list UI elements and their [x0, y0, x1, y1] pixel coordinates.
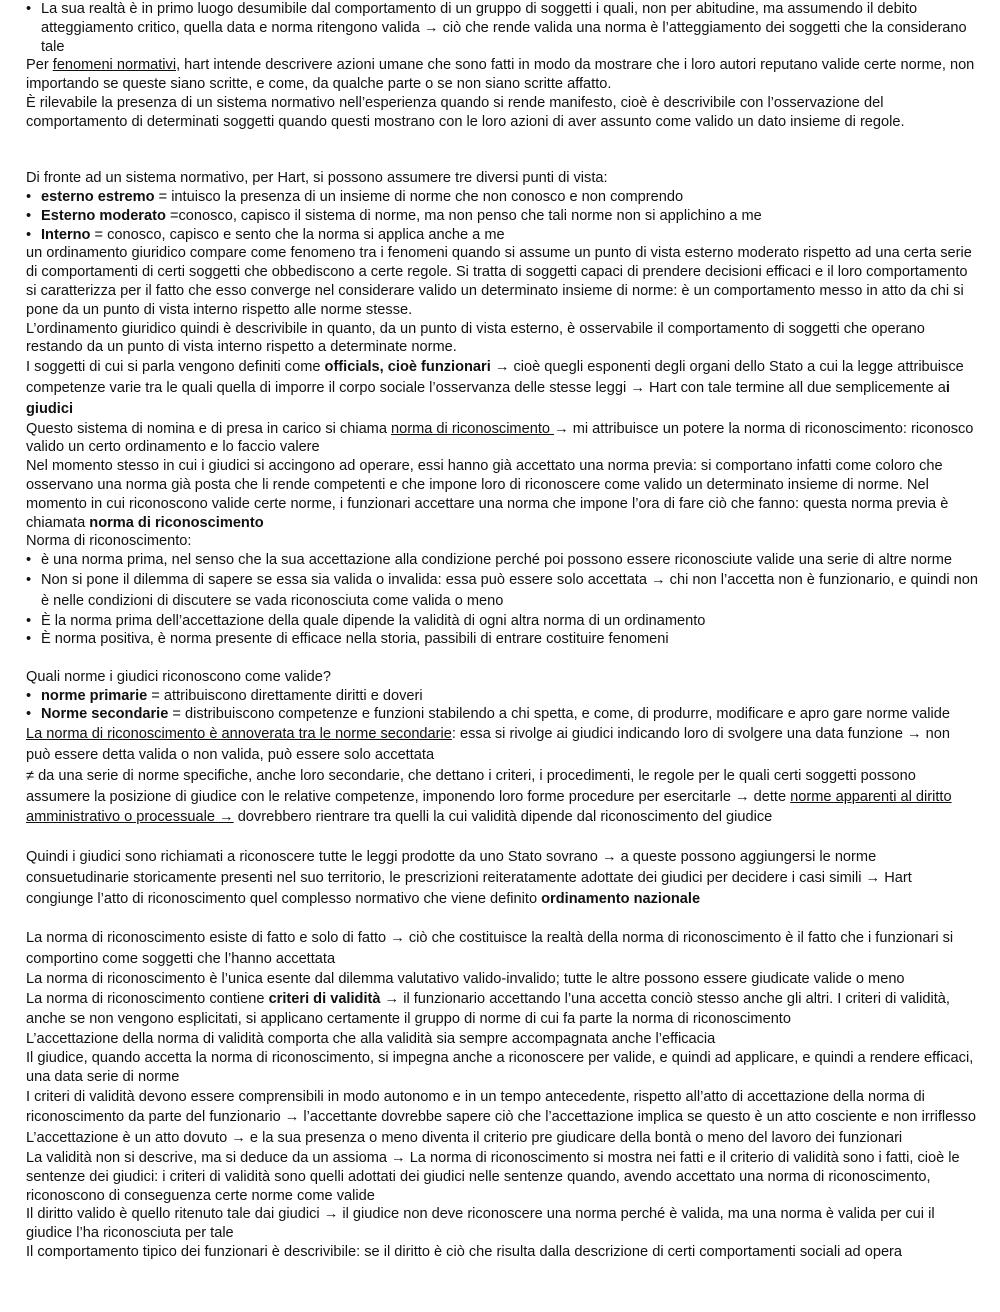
list-item: • È norma positiva, è norma presente di efficace nella storia, passibili di entrare costituire fenomeni: [26, 630, 978, 649]
list-item: • Non si pone il dilemma di sapere se essa sia valida o invalida: essa può essere solo accettata → chi non l’accetta non è funzionario, e quindi non è nelle condizioni di discutere se vada riconosciuta come valida o meno: [26, 570, 978, 612]
list-item: • Norme secondarie = distribuiscono competenze e funzioni stabilendo a chi spetta, e come, di produrre, modificare e apro gare norme valide: [26, 705, 978, 724]
paragraph-validita-assioma: La validità non si descrive, ma si deduce da un assioma → La norma di riconoscimento si mostra nei fatti e il criterio di validità sono i fatti, cioè le sentenze dei giudici: i criteri di validità sono quelli adottati dei giudici nelle sentenze quando, avendo accettato una norma di riconoscimento, riconoscono di conseguenza certe norme come valide: [26, 1150, 960, 1204]
paragraph-ordinamento: un ordinamento giuridico compare come fenomeno tra i fenomeni quando si assume un punto di vista esterno moderato rispetto ad una certa serie di comportamenti di certi soggetti che obbediscono a certe regole. Si tratta di soggetti capaci di prendere decisioni efficaci e il loro comportamento si caratterizza per il fatto che esso converge nel considerare valido un determinato insieme di norme: è un comportamento messo in atto da chi si pone da un punto di vista interno rispetto alle norme stesse.: [26, 245, 972, 318]
list-item: • esterno estremo = intuisco la presenza di un insieme di norme che non conosco e non comprendo: [26, 188, 978, 207]
list-item: • È la norma prima dell’accettazione della quale dipende la validità di ogni altra norma di un ordinamento: [26, 612, 978, 631]
underlined-term: La norma di riconoscimento è annoverata tra le norme secondarie: [26, 726, 452, 743]
bullet-list-norme: [26, 687, 978, 725]
paragraph-criteri-autonomi: I criteri di validità devono essere comprensibili in modo autonomo e in un tempo antecedente, rispetto all’atto di accettazione della norma di riconoscimento da parte del funzionario → l’accettante dovrebbe sapere ciò che l’accettazione implica se questo è un atto cosciente e non irriflesso: [26, 1088, 976, 1126]
paragraph-atto-dovuto: L’accettazione è un atto dovuto → e la sua presenza o meno diventa il criterio pre giudicare della bontà o meno del lavoro dei funzionari: [26, 1130, 903, 1147]
paragraph-quali-norme: Quali norme i giudici riconoscono come valide?: [26, 668, 332, 685]
paragraph-rilevabile: È rilevabile la presenza di un sistema normativo nell’esperienza quando si rende manifesto, cioè è descrivibile con l’osservazione del comportamento di determinati soggetti quando questi mostrano con le loro azioni di aver assunto come valido un dato insieme di regole.: [26, 94, 905, 130]
paragraph-norma-heading: Norma di riconoscimento:: [26, 533, 192, 550]
paragraph-annoverata: La norma di riconoscimento è annoverata tra le norme secondarie: essa si rivolge ai giudici indicando loro di svolgere una data funzione → non può essere detta valida o non valida, può essere solo accettata: [26, 726, 951, 764]
paragraph-diritto-valido: Il diritto valido è quello ritenuto tale dai giudici → il giudice non deve riconoscere una norma perché è valida, ma una norma è valida per cui il giudice l’ha riconosciuta per tale: [26, 1206, 935, 1242]
paragraph-criteri-validita: La norma di riconoscimento contiene criteri di validità → il funzionario accettando l’una accetta conciò stesso anche gli altri. I criteri di validità, anche se non vengono esplicitati, si applicano certamente il gruppo di norme di cui fa parte la norma di riconoscimento: [26, 990, 950, 1028]
paragraph-efficacia: L’accettazione della norma di validità comporta che alla validità sia sempre accompagnata anche l’efficacia: [26, 1031, 716, 1048]
paragraph-norme-apparenti: ≠ da una serie di norme specifiche, anche loro secondarie, che dettano i criteri, i procedimenti, le regole per le quali certi soggetti possono assumere la posizione di giudice con le relative competenze, imponendo loro forme procedure per esercitarle → dette norme apparenti al diritto amministrativo o processuale → dovrebbero rientrare tra quelli la cui validità dipende dal riconoscimento del giudice: [26, 767, 952, 826]
paragraph-unica-esente: La norma di riconoscimento è l’unica esente dal dilemma valutativo valido-invalido; tutte le altre possono essere giudicate valide o meno: [26, 970, 905, 987]
bullet-list-norma: [26, 551, 978, 649]
list-item: • norme primarie = attribuiscono direttamente diritti e doveri: [26, 687, 978, 706]
paragraph-officials: I soggetti di cui si parla vengono definiti come officials, cioè funzionari → cioè quegli esponenti degli organi dello Stato a cui la legge attribuisce competenze varie tra le quali quella di imporre il corpo sociale l’osservanza delle stesse leggi → Hart con tale termine all due semplicemente ai giudici: [26, 359, 964, 417]
underlined-term: norme apparenti al diritto amministrativo o processuale →: [26, 788, 952, 826]
underlined-term: norma di riconoscimento: [391, 420, 555, 437]
paragraph-esiste-di-fatto: La norma di riconoscimento esiste di fatto e solo di fatto → ciò che costituisce la realtà della norma di riconoscimento è il fatto che i funzionari si comportino come soggetti che l’hanno accettata: [26, 930, 954, 968]
list-item: • Esterno moderato =conosco, capisco il sistema di norme, ma non penso che tali norme non si applichino a me: [26, 207, 978, 226]
paragraph-ordinamento-2: L’ordinamento giuridico quindi è descrivibile in quanto, da un punto di vista esterno, è osservabile il comportamento di soggetti che operano restando da un punto di vista interno rispetto a determinate norme.: [26, 320, 925, 356]
document-page: [26, 0, 978, 1262]
paragraph-norma-previa: Nel momento stesso in cui i giudici si accingono ad operare, essi hanno già accettato una norma previa: si comportano infatti come coloro che osservano una norma già posta che li rende competenti e che impone loro di riconoscere come valido un determinato insieme di norme. Nel momento in cui riconoscono valide certe norme, i funzionari accettare una norma che impone l’ora di fare ciò che fanno: questa norma previa è chiamata norma di riconoscimento: [26, 458, 949, 531]
paragraph-giudice-accetta: Il giudice, quando accetta la norma di riconoscimento, si impegna anche a riconoscere per valide, e quindi ad applicare, e quindi a rendere efficaci, una data serie di norme: [26, 1050, 974, 1085]
bullet-list-punti-di-vista: [26, 188, 978, 244]
bullet-list-realta: [26, 0, 978, 56]
paragraph-punti-di-vista: Di fronte ad un sistema normativo, per Hart, si possono assumere tre diversi punti di vista:: [26, 170, 608, 187]
paragraph-ordinamento-nazionale: Quindi i giudici sono richiamati a riconoscere tutte le leggi prodotte da uno Stato sovrano → a queste possono aggiungersi le norme consuetudinarie storicamente presenti nel suo territorio, le prescrizioni reiteratamente adottate dei giudici per decidere i casi simili → Hart congiunge l’atto di riconoscimento quel complesso normativo che viene definito ordinamento nazionale: [26, 849, 912, 907]
list-item: • Interno = conosco, capisco e sento che la norma si applica anche a me: [26, 226, 978, 245]
list-item: • è una norma prima, nel senso che la sua accettazione alla condizione perché poi possono essere riconosciute valide una serie di altre norme: [26, 551, 978, 570]
paragraph-sistema-nomina: Questo sistema di nomina e di presa in carico si chiama norma di riconoscimento → mi attribuisce un potere la norma di riconoscimento: riconosco valido un certo ordinamento e lo faccio valere: [26, 420, 974, 456]
paragraph-fenomeni: Per fenomeni normativi, hart intende descrivere azioni umane che sono fatti in modo da mostrare che i loro autori reputano valide certe norme, non importando se queste siano scritte, e come, da qualche parte o se non siano scritte affatto.: [26, 57, 975, 93]
underlined-term: fenomeni normativi: [52, 57, 177, 74]
list-item: • La sua realtà è in primo luogo desumibile dal comportamento di un gruppo di soggetti i quali, non per abitudine, ma assumendo il debito atteggiamento critico, quella data e norma ritengono valida → ciò che rende valida una norma è l’atteggiamento dei soggetti che la considerano tale: [26, 0, 978, 56]
paragraph-comportamento-tipico: Il comportamento tipico dei funzionari è descrivibile: se il diritto è ciò che risulta dalla descrizione di certi comportamenti sociali ad opera: [26, 1244, 903, 1260]
